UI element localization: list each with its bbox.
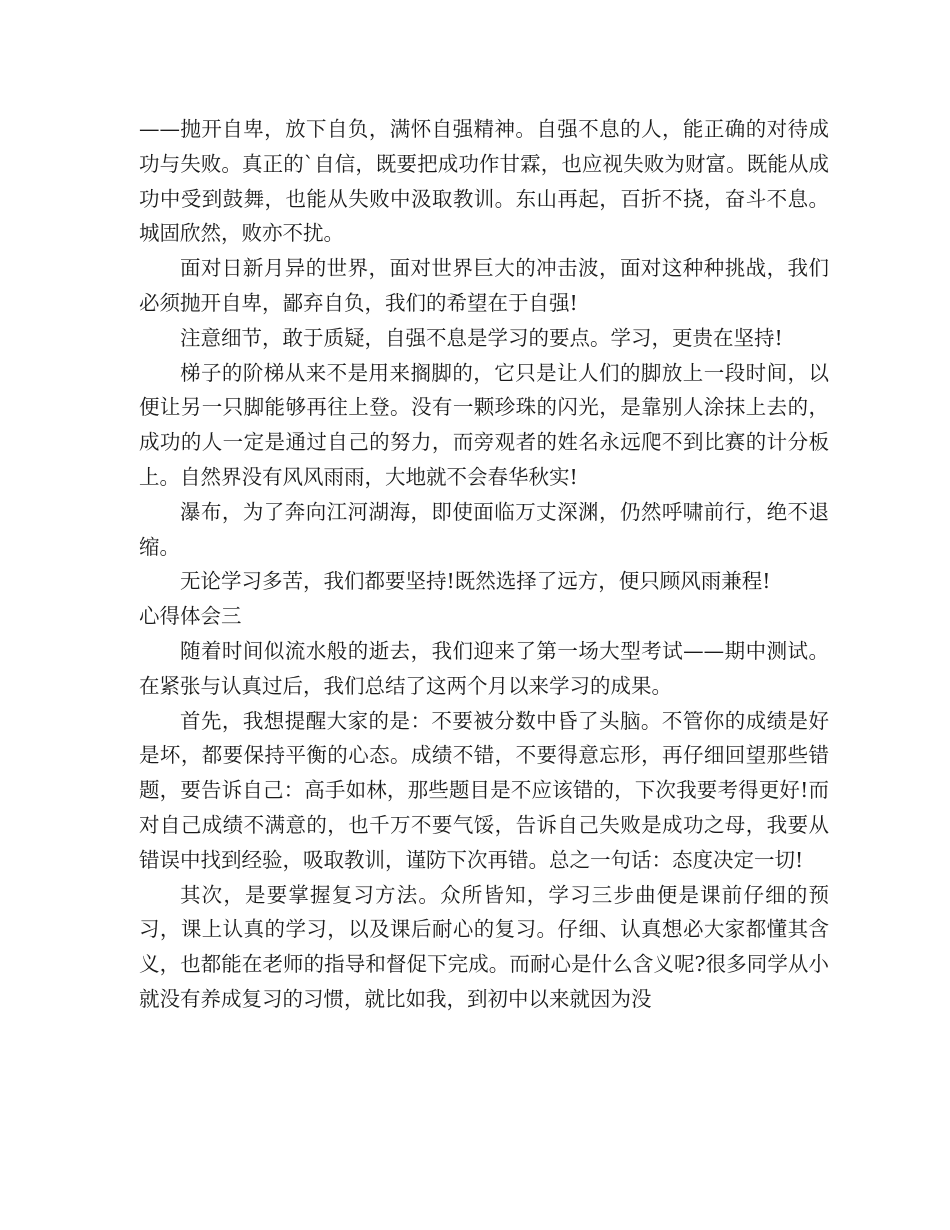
paragraph-9: 其次，是要掌握复习方法。众所皆知，学习三步曲便是课前仔细的预习，课上认真的学习，以及课后耐心的复习。仔细、认真想必大家都懂其含义，也都能在老师的指导和督促下完成。而耐心是什么含义呢?很多同学从小就没有养成复习的习惯，就比如我，到初中以来就因为没 xyxy=(139,882,829,1011)
paragraph-5: 瀑布，为了奔向江河湖海，即使面临万丈深渊，仍然呼啸前行，绝不退缩。 xyxy=(139,499,829,559)
paragraph-8: 首先，我想提醒大家的是：不要被分数中昏了头脑。不管你的成绩是好是坏，都要保持平衡的心态。成绩不错，不要得意忘形，再仔细回望那些错题，要告诉自己：高手如林，那些题目是不应该错的，下次我要考得更好!而对自己成绩不满意的，也千万不要气馁，告诉自己失败是成功之母，我要从错误中找到经验，吸取教训，谨防下次再错。总之一句话：态度决定一切! xyxy=(139,708,829,872)
paragraph-6: 无论学习多苦，我们都要坚持!既然选择了远方，便只顾风雨兼程! xyxy=(180,569,771,594)
section-heading: 心得体会三 xyxy=(139,604,242,629)
paragraph-2: 面对日新月异的世界，面对世界巨大的冲击波，面对这种种挑战，我们必须抛开自卑，鄙弃自负，我们的希望在于自强! xyxy=(139,256,829,315)
paragraph-4: 梯子的阶梯从来不是用来搁脚的，它只是让人们的脚放上一段时间，以便让另一只脚能够再往上登。没有一颗珍珠的闪光，是靠别人涂抹上去的，成功的人一定是通过自己的努力，而旁观者的姓名永远爬不到比赛的计分板上。自然界没有风风雨雨，大地就不会春华秋实! xyxy=(139,360,829,489)
document-page xyxy=(139,112,829,1017)
paragraph-7: 随着时间似流水般的逝去，我们迎来了第一场大型考试——期中测试。在紧张与认真过后，我们总结了这两个月以来学习的成果。 xyxy=(139,638,829,698)
paragraph-1: ——抛开自卑，放下自负，满怀自强精神。自强不息的人，能正确的对待成功与失败。真正的`自信，既要把成功作甘霖，也应视失败为财富。既能从成功中受到鼓舞，也能从失败中汲取教训。东山再起，百折不挠，奋斗不息。城固欣然，败亦不扰。 xyxy=(139,117,829,246)
paragraph-3: 注意细节，敢于质疑，自强不息是学习的要点。学习，更贵在坚持! xyxy=(180,325,783,350)
